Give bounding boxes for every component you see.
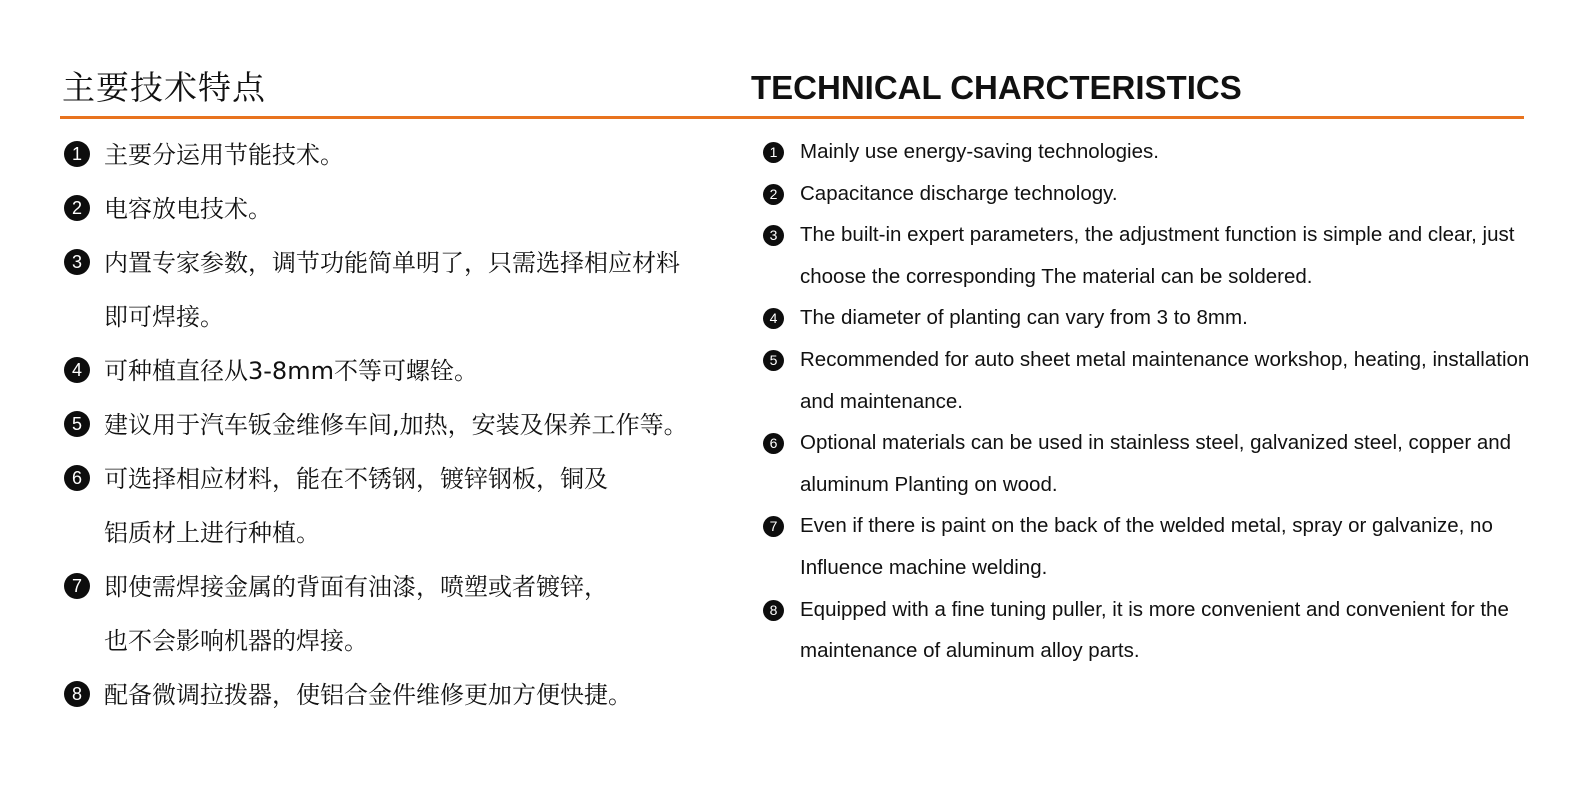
feature-item-en-3: [762, 214, 1535, 297]
orange-divider: [60, 116, 1524, 119]
feature-text-en: The diameter of planting can vary from 3 to 8mm.: [800, 306, 1248, 330]
feature-text-cn: 配备微调拉拨器，使铝合金件维修更加方便快捷。: [104, 681, 632, 709]
number-7-badge: 7: [763, 516, 784, 537]
feature-text-cn: 建议用于汽车钣金维修车间,加热，安装及保养工作等。: [104, 411, 688, 439]
feature-text-cn: 可选择相应材料，能在不锈钢，镀锌钢板，铜及铝质材上进行种植。: [104, 465, 608, 547]
feature-item-en-6: [762, 422, 1575, 505]
feature-text-cn: 电容放电技术。: [104, 195, 272, 223]
feature-item-en-7: [762, 505, 1575, 588]
feature-text-cn: 可种植直径从3-8mm不等可螺铨。: [104, 357, 478, 385]
number-3-badge: 3: [763, 225, 784, 246]
feature-item-cn-4: [62, 344, 744, 398]
number-1-badge: 1: [763, 142, 784, 163]
feature-item-cn-8: [62, 668, 744, 722]
feature-text-cn: 内置专家参数，调节功能简单明了，只需选择相应材料即可焊接。: [104, 249, 680, 331]
number-1-badge: 1: [64, 141, 90, 167]
feature-text-en: Optional materials can be used in stainless steel, galvanized steel, copper and aluminum Planting on wood.: [800, 431, 1512, 496]
feature-item-cn-7: [62, 560, 618, 668]
number-3-badge: 3: [64, 249, 90, 275]
feature-list-chinese: [62, 128, 732, 722]
number-6-badge: 6: [763, 433, 784, 454]
number-5-badge: 5: [64, 411, 90, 437]
feature-text-cn: 即使需焊接金属的背面有油漆，喷塑或者镀锌，也不会影响机器的焊接。: [104, 573, 608, 655]
feature-item-cn-2: [62, 182, 744, 236]
feature-text-en: Equipped with a fine tuning puller, it is more convenient and convenient for the maintenance of aluminum alloy parts.: [800, 597, 1509, 663]
feature-item-cn-6: [62, 452, 618, 560]
feature-item-cn-1: [62, 128, 744, 182]
feature-text-en: Recommended for auto sheet metal maintenance workshop, heating, installation and maintenance.: [800, 347, 1530, 413]
number-8-badge: 8: [64, 681, 90, 707]
number-6-badge: 6: [64, 465, 90, 491]
heading-english: TECHNICAL CHARCTERISTICS: [751, 69, 1242, 106]
feature-text-en: Capacitance discharge technology.: [800, 181, 1118, 205]
feature-text-en: Even if there is paint on the back of the welded metal, spray or galvanize, no Influence machine welding.: [800, 514, 1493, 579]
feature-item-en-8: [762, 589, 1577, 672]
feature-item-en-4: [762, 297, 1552, 339]
number-4-badge: 4: [763, 308, 784, 329]
feature-item-cn-3: [62, 236, 690, 344]
feature-item-en-5: [762, 339, 1560, 422]
feature-text-cn: 主要分运用节能技术。: [104, 141, 344, 169]
number-4-badge: 4: [64, 357, 90, 383]
feature-item-en-2: [762, 173, 1552, 215]
feature-text-en: Mainly use energy-saving technologies.: [800, 140, 1159, 163]
number-2-badge: 2: [763, 184, 784, 205]
number-5-badge: 5: [763, 350, 784, 371]
feature-text-en: The built-in expert parameters, the adjustment function is simple and clear, just choose the corresponding The material can be soldered.: [800, 223, 1515, 288]
heading-chinese: 主要技术特点: [62, 68, 266, 107]
feature-item-en-1: [762, 131, 1552, 173]
feature-item-cn-5: [62, 398, 744, 452]
number-2-badge: 2: [64, 195, 90, 221]
feature-list-english: [762, 131, 1552, 672]
number-7-badge: 7: [64, 573, 90, 599]
number-8-badge: 8: [763, 600, 784, 621]
